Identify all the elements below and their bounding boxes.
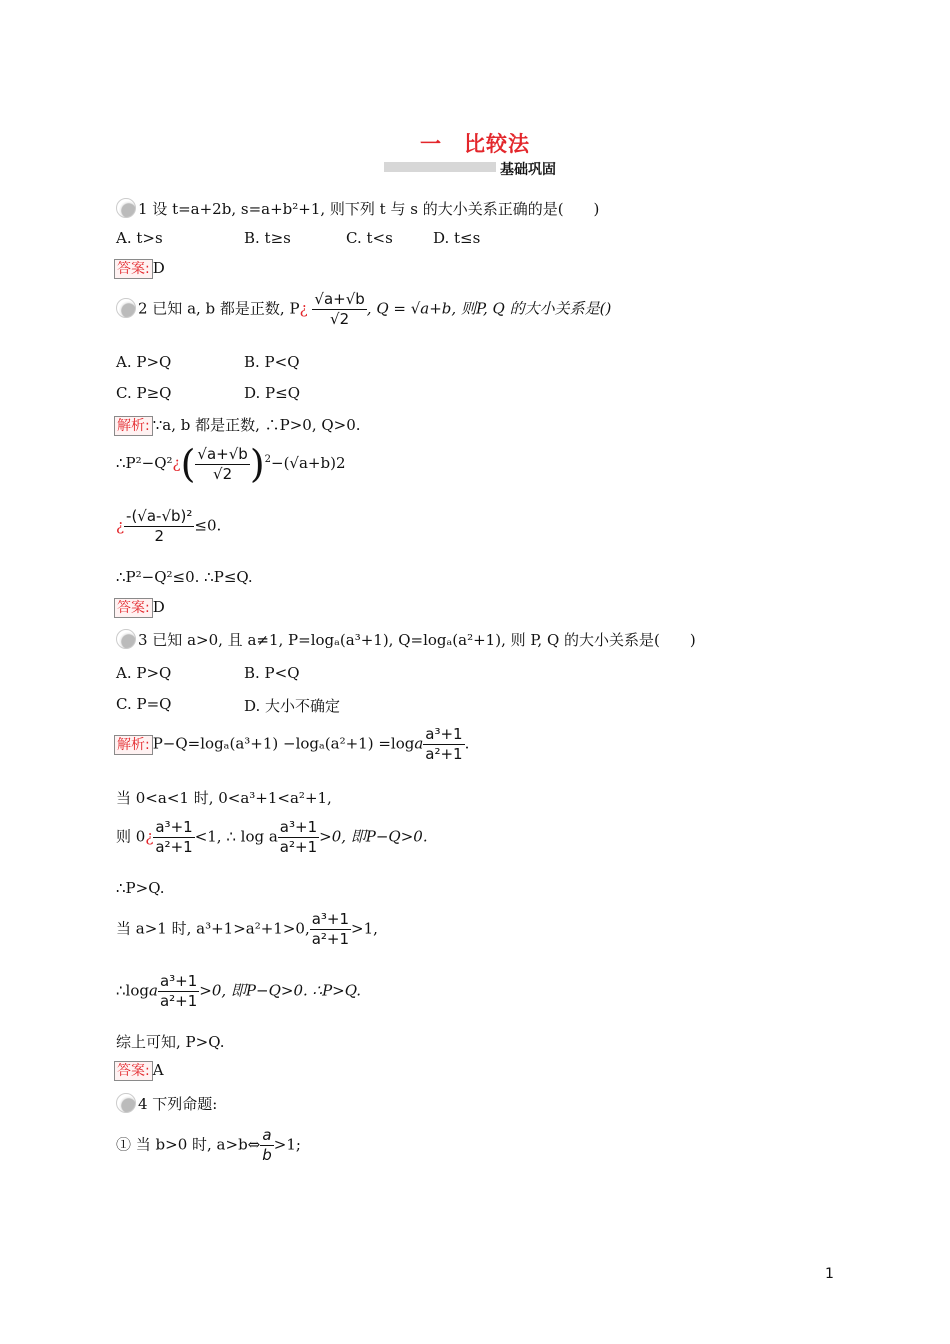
q2-analysis-row [114,414,361,436]
section-bar [384,162,496,172]
q1-option-b: B. t≥s [244,229,291,247]
log-base: a [148,981,158,1000]
fraction-denominator: √2 [330,310,350,328]
q2-line3-tail: ≤0. [194,516,222,535]
case2-lead: 当 a>1 时, a³+1>a²+1>0, [116,919,310,938]
q1-answer-row [114,259,165,279]
q4-item1-lead: ① 当 b>0 时, a>b⇔ [116,1135,261,1154]
bullet-icon [116,298,136,318]
q3-case-1c: ∴P>Q. [116,879,165,897]
q-expression: , Q = √a+b [366,299,452,318]
q2-option-b: B. P<Q [244,353,300,371]
q3-option-d: D. 大小不确定 [244,697,341,715]
case1b-mid: <1, ∴ log a [194,827,278,846]
fraction-numerator: √a+√b [314,290,365,308]
inverted-question-mark: ¿ [299,299,308,318]
page-number: 1 [825,1266,834,1282]
left-paren: ( [180,442,196,486]
answer-label: 答案: [114,598,153,618]
fraction-numerator: a³+1 [159,972,198,990]
q1-option-a: A. t>s [116,229,163,247]
inverted-question-mark: ¿ [116,516,125,535]
fraction-numerator: a³+1 [425,725,463,743]
fraction-denominator: a²+1 [155,838,193,856]
q2-line2-tail: −(√a+b)2 [271,454,346,472]
analysis-label: 解析: [114,735,153,755]
q3-option-a: A. P>Q [116,664,172,682]
answer-label: 答案: [114,259,153,279]
log-base: a [414,734,424,753]
fraction-numerator: -(√a-√b)² [126,507,193,525]
fraction-denominator: a²+1 [279,838,318,856]
question-3 [116,629,696,650]
exponent: 2 [264,454,272,465]
fraction-denominator: a²+1 [159,992,198,1010]
fraction-numerator: a³+1 [279,818,318,836]
q2-option-c: C. P≥Q [116,384,172,402]
right-paren: ) [249,442,265,486]
q4-item1-tail: >1; [273,1135,301,1154]
answer-label: 答案: [114,1061,153,1081]
analysis-label: 解析: [114,416,153,436]
q3-case-1: 当 0<a<1 时, 0<a³+1<a²+1, [116,789,332,807]
q2-line2-lead: ∴P²−Q² [116,454,173,472]
fraction-numerator: a³+1 [155,818,193,836]
fraction-a3-a2 [423,725,464,764]
bullet-icon [116,1093,136,1113]
period: . [464,734,470,753]
fraction-denominator: √2 [213,464,233,483]
q3-analysis-lead: P−Q=logₐ(a³+1) −logₐ(a²+1) =log [152,734,415,753]
q3-conclusion: 综上可知, P>Q. [116,1033,225,1051]
inverted-question-mark: ¿ [172,454,181,472]
case2b-tail: >0, 即P−Q>0. ∴P>Q. [199,981,362,1000]
bullet-icon [116,629,136,649]
q4-item-1 [116,1126,301,1165]
q3-analysis-row [114,725,469,764]
page-title: 一 比较法 [420,132,530,156]
fraction-sqrt-sum [195,445,249,484]
q3-case-1b [116,818,428,857]
fraction-p [312,290,366,329]
question-2-lead: 2 已知 a, b 都是正数, P [138,299,300,318]
case1b-lead: 则 0 [116,827,146,846]
q2-analysis-line-3 [116,507,221,546]
fraction-a3-a2 [153,818,194,857]
q2-analysis-line-1: ∵a, b 都是正数, ∴P>0, Q>0. [152,416,361,434]
fraction-a3-a2 [310,910,351,949]
q3-option-b: B. P<Q [244,664,300,682]
question-2 [116,290,611,329]
question-1-stem: 1 设 t=a+2b, s=a+b²+1, 则下列 t 与 s 的大小关系正确的是( ) [138,200,600,218]
q3-case-2b [116,972,361,1011]
q2-answer-row [114,598,165,618]
fraction-a-b [260,1126,274,1165]
q1-option-d: D. t≤s [433,229,481,247]
fraction-denominator: a²+1 [311,930,350,948]
fraction-denominator: 2 [154,527,164,545]
question-2-tail: , 则P, Q 的大小关系是() [451,299,612,318]
q2-answer: D [152,598,165,616]
q3-case-2 [116,910,378,949]
q2-option-a: A. P>Q [116,353,172,371]
q2-analysis-line-4: ∴P²−Q²≤0. ∴P≤Q. [116,568,253,586]
fraction-a3-a2 [278,818,319,857]
case2b-lead: ∴log [116,981,149,1000]
section-heading: 基础巩固 [500,162,556,178]
case2-tail: >1, [351,919,378,938]
fraction-numerator: √a+√b [197,444,248,463]
q1-answer: D [152,259,165,277]
fraction-denominator: a²+1 [425,745,463,763]
q1-option-c: C. t<s [346,229,393,247]
fraction-numerator: a³+1 [311,910,350,928]
case1b-tail: >0, 即P−Q>0. [319,827,428,846]
fraction-denominator: b [262,1146,272,1164]
fraction-numerator: a [260,1126,274,1146]
q3-option-c: C. P=Q [116,695,172,713]
bullet-icon [116,198,136,218]
q2-analysis-line-2 [116,442,346,486]
q3-answer: A [152,1061,164,1079]
question-4 [116,1093,217,1114]
question-1 [116,198,599,219]
fraction-a3-a2 [158,972,199,1011]
fraction-neg-diff [124,507,194,546]
q2-option-d: D. P≤Q [244,384,300,402]
question-4-stem: 4 下列命题: [138,1095,218,1113]
q3-answer-row [114,1061,164,1081]
question-3-stem: 3 已知 a>0, 且 a≠1, P=logₐ(a³+1), Q=logₐ(a²+1), 则 P, Q 的大小关系是( ) [138,631,696,649]
inverted-question-mark: ¿ [145,827,154,846]
